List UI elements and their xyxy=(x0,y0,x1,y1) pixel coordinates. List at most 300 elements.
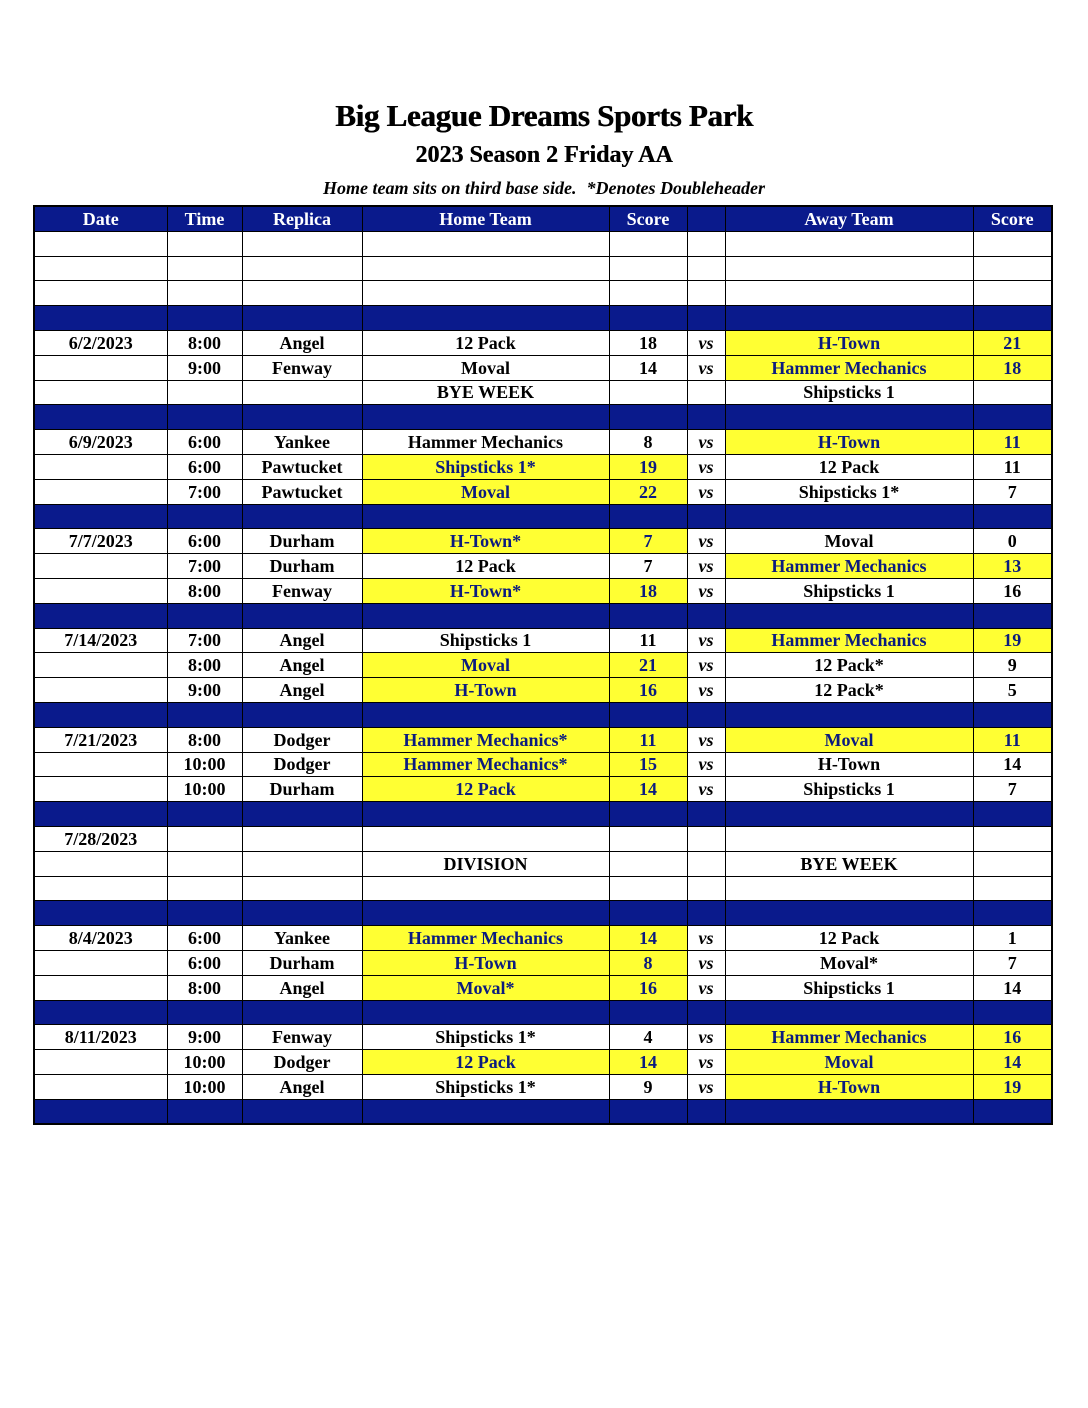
vs-cell xyxy=(687,504,725,529)
replica-cell: Angel xyxy=(242,975,362,1000)
blank-row xyxy=(34,256,1052,281)
vs-cell xyxy=(687,281,725,306)
date-cell xyxy=(34,281,167,306)
home-team-cell xyxy=(362,702,609,727)
home-score-cell xyxy=(609,826,687,851)
blank-row xyxy=(34,876,1052,901)
time-cell: 6:00 xyxy=(167,529,242,554)
away-score-cell: 11 xyxy=(973,727,1052,752)
vs-cell: vs xyxy=(687,479,725,504)
replica-cell xyxy=(242,504,362,529)
col-header-replica: Replica xyxy=(242,206,362,231)
home-score-cell: 11 xyxy=(609,628,687,653)
separator-band-row xyxy=(34,702,1052,727)
game-row xyxy=(34,678,1052,703)
time-cell: 7:00 xyxy=(167,554,242,579)
home-score-cell: 18 xyxy=(609,578,687,603)
date-cell: 6/9/2023 xyxy=(34,430,167,455)
home-team-cell: H-Town xyxy=(362,678,609,703)
home-team-cell: Shipsticks 1* xyxy=(362,1074,609,1099)
home-score-cell xyxy=(609,256,687,281)
col-header-home-team: Home Team xyxy=(362,206,609,231)
time-cell: 9:00 xyxy=(167,678,242,703)
home-score-cell: 16 xyxy=(609,975,687,1000)
replica-cell: Angel xyxy=(242,678,362,703)
away-team-cell xyxy=(725,802,973,827)
date-cell xyxy=(34,578,167,603)
replica-cell: Dodger xyxy=(242,1050,362,1075)
vs-cell: vs xyxy=(687,752,725,777)
away-score-cell: 21 xyxy=(973,330,1052,355)
date-cell xyxy=(34,777,167,802)
home-score-cell: 22 xyxy=(609,479,687,504)
home-team-cell xyxy=(362,306,609,331)
home-team-cell: H-Town* xyxy=(362,578,609,603)
separator-band-row xyxy=(34,603,1052,628)
away-score-cell xyxy=(973,306,1052,331)
time-cell xyxy=(167,826,242,851)
date-cell xyxy=(34,231,167,256)
schedule-note xyxy=(0,178,1088,199)
replica-cell: Pawtucket xyxy=(242,454,362,479)
away-team-cell: Hammer Mechanics xyxy=(725,554,973,579)
time-cell xyxy=(167,405,242,430)
vs-cell: vs xyxy=(687,777,725,802)
vs-cell xyxy=(687,702,725,727)
away-score-cell xyxy=(973,405,1052,430)
replica-cell xyxy=(242,256,362,281)
home-score-cell: 16 xyxy=(609,678,687,703)
replica-cell xyxy=(242,702,362,727)
home-score-cell xyxy=(609,1099,687,1124)
away-score-cell xyxy=(973,380,1052,405)
home-score-cell: 7 xyxy=(609,529,687,554)
home-team-cell: 12 Pack xyxy=(362,554,609,579)
home-team-cell xyxy=(362,1099,609,1124)
away-score-cell xyxy=(973,826,1052,851)
game-row xyxy=(34,851,1052,876)
game-row xyxy=(34,653,1052,678)
time-cell: 6:00 xyxy=(167,454,242,479)
vs-cell xyxy=(687,380,725,405)
replica-cell: Durham xyxy=(242,554,362,579)
time-cell xyxy=(167,306,242,331)
home-team-cell: Moval* xyxy=(362,975,609,1000)
time-cell: 7:00 xyxy=(167,479,242,504)
date-cell: 6/2/2023 xyxy=(34,330,167,355)
home-score-cell xyxy=(609,504,687,529)
away-score-cell: 14 xyxy=(973,975,1052,1000)
away-team-cell: Shipsticks 1 xyxy=(725,578,973,603)
home-team-cell: Moval xyxy=(362,653,609,678)
away-team-cell: Moval xyxy=(725,727,973,752)
away-score-cell xyxy=(973,802,1052,827)
home-score-cell: 4 xyxy=(609,1025,687,1050)
date-cell xyxy=(34,554,167,579)
away-score-cell: 9 xyxy=(973,653,1052,678)
home-team-note: Home team sits on third base side. xyxy=(322,178,577,198)
away-team-cell: H-Town xyxy=(725,1074,973,1099)
game-row xyxy=(34,926,1052,951)
separator-band-row xyxy=(34,1099,1052,1124)
replica-cell: Angel xyxy=(242,1074,362,1099)
time-cell: 10:00 xyxy=(167,1074,242,1099)
away-score-cell: 16 xyxy=(973,578,1052,603)
vs-cell xyxy=(687,876,725,901)
date-cell xyxy=(34,603,167,628)
away-team-cell xyxy=(725,1099,973,1124)
replica-cell xyxy=(242,306,362,331)
game-row xyxy=(34,1050,1052,1075)
replica-cell: Dodger xyxy=(242,727,362,752)
date-cell: 7/7/2023 xyxy=(34,529,167,554)
home-team-cell xyxy=(362,504,609,529)
away-team-cell xyxy=(725,876,973,901)
home-score-cell xyxy=(609,876,687,901)
time-cell xyxy=(167,380,242,405)
vs-cell: vs xyxy=(687,678,725,703)
away-score-cell xyxy=(973,901,1052,926)
home-score-cell xyxy=(609,405,687,430)
away-team-cell: Hammer Mechanics xyxy=(725,1025,973,1050)
date-cell: 7/21/2023 xyxy=(34,727,167,752)
replica-cell xyxy=(242,405,362,430)
separator-band-row xyxy=(34,1000,1052,1025)
date-cell xyxy=(34,975,167,1000)
home-team-cell: DIVISION xyxy=(362,851,609,876)
home-team-cell: Hammer Mechanics* xyxy=(362,752,609,777)
away-team-cell: Shipsticks 1 xyxy=(725,380,973,405)
home-team-cell: H-Town xyxy=(362,950,609,975)
home-score-cell: 8 xyxy=(609,950,687,975)
replica-cell: Fenway xyxy=(242,355,362,380)
vs-cell xyxy=(687,231,725,256)
away-score-cell xyxy=(973,231,1052,256)
replica-cell: Angel xyxy=(242,628,362,653)
vs-cell xyxy=(687,1099,725,1124)
vs-cell xyxy=(687,901,725,926)
home-score-cell: 14 xyxy=(609,355,687,380)
date-cell: 8/11/2023 xyxy=(34,1025,167,1050)
date-cell xyxy=(34,256,167,281)
game-row xyxy=(34,727,1052,752)
home-team-cell xyxy=(362,256,609,281)
time-cell xyxy=(167,851,242,876)
away-score-cell xyxy=(973,1000,1052,1025)
away-score-cell: 16 xyxy=(973,1025,1052,1050)
vs-cell: vs xyxy=(687,554,725,579)
away-score-cell: 5 xyxy=(973,678,1052,703)
home-score-cell: 7 xyxy=(609,554,687,579)
replica-cell xyxy=(242,231,362,256)
replica-cell: Pawtucket xyxy=(242,479,362,504)
home-team-cell xyxy=(362,231,609,256)
vs-cell: vs xyxy=(687,926,725,951)
date-cell xyxy=(34,851,167,876)
replica-cell xyxy=(242,876,362,901)
home-score-cell: 14 xyxy=(609,926,687,951)
game-row xyxy=(34,578,1052,603)
home-team-cell xyxy=(362,826,609,851)
home-score-cell: 14 xyxy=(609,1050,687,1075)
home-team-cell: BYE WEEK xyxy=(362,380,609,405)
replica-cell xyxy=(242,603,362,628)
away-score-cell xyxy=(973,702,1052,727)
replica-cell: Durham xyxy=(242,529,362,554)
date-cell: 7/28/2023 xyxy=(34,826,167,851)
away-team-cell: BYE WEEK xyxy=(725,851,973,876)
home-team-cell: 12 Pack xyxy=(362,330,609,355)
away-score-cell: 19 xyxy=(973,1074,1052,1099)
game-row xyxy=(34,554,1052,579)
home-team-cell: 12 Pack xyxy=(362,1050,609,1075)
vs-cell xyxy=(687,851,725,876)
time-cell xyxy=(167,256,242,281)
home-team-cell: Hammer Mechanics* xyxy=(362,727,609,752)
away-team-cell: H-Town xyxy=(725,330,973,355)
game-row xyxy=(34,479,1052,504)
away-team-cell xyxy=(725,901,973,926)
away-team-cell xyxy=(725,826,973,851)
home-team-cell: Hammer Mechanics xyxy=(362,430,609,455)
time-cell: 10:00 xyxy=(167,1050,242,1075)
date-cell xyxy=(34,950,167,975)
game-row xyxy=(34,1074,1052,1099)
time-cell: 10:00 xyxy=(167,777,242,802)
away-team-cell: 12 Pack xyxy=(725,926,973,951)
away-team-cell xyxy=(725,702,973,727)
time-cell xyxy=(167,231,242,256)
home-score-cell: 8 xyxy=(609,430,687,455)
home-team-cell xyxy=(362,1000,609,1025)
home-score-cell xyxy=(609,802,687,827)
away-score-cell: 7 xyxy=(973,479,1052,504)
replica-cell xyxy=(242,281,362,306)
replica-cell xyxy=(242,851,362,876)
away-score-cell: 11 xyxy=(973,430,1052,455)
date-cell xyxy=(34,1050,167,1075)
away-team-cell: Shipsticks 1* xyxy=(725,479,973,504)
home-team-cell: Shipsticks 1* xyxy=(362,1025,609,1050)
home-score-cell xyxy=(609,851,687,876)
time-cell: 8:00 xyxy=(167,578,242,603)
away-score-cell: 19 xyxy=(973,628,1052,653)
separator-band-row xyxy=(34,504,1052,529)
date-cell xyxy=(34,876,167,901)
date-cell xyxy=(34,802,167,827)
vs-cell: vs xyxy=(687,1025,725,1050)
col-header-date: Date xyxy=(34,206,167,231)
time-cell xyxy=(167,1099,242,1124)
away-team-cell: Moval xyxy=(725,1050,973,1075)
home-score-cell xyxy=(609,603,687,628)
away-team-cell: 12 Pack* xyxy=(725,678,973,703)
home-team-cell xyxy=(362,405,609,430)
vs-cell xyxy=(687,826,725,851)
time-cell xyxy=(167,603,242,628)
replica-cell xyxy=(242,901,362,926)
home-team-cell: 12 Pack xyxy=(362,777,609,802)
date-cell xyxy=(34,1099,167,1124)
replica-cell: Angel xyxy=(242,330,362,355)
date-cell xyxy=(34,678,167,703)
away-team-cell xyxy=(725,1000,973,1025)
game-row xyxy=(34,777,1052,802)
away-score-cell xyxy=(973,876,1052,901)
col-header-vs xyxy=(687,206,725,231)
home-score-cell: 11 xyxy=(609,727,687,752)
vs-cell xyxy=(687,802,725,827)
time-cell xyxy=(167,702,242,727)
time-cell: 8:00 xyxy=(167,975,242,1000)
date-cell xyxy=(34,653,167,678)
date-cell: 7/14/2023 xyxy=(34,628,167,653)
away-team-cell: H-Town xyxy=(725,752,973,777)
vs-cell xyxy=(687,256,725,281)
away-team-cell: Moval xyxy=(725,529,973,554)
away-team-cell: Shipsticks 1 xyxy=(725,777,973,802)
replica-cell xyxy=(242,802,362,827)
vs-cell: vs xyxy=(687,578,725,603)
schedule-body xyxy=(34,231,1052,1124)
away-team-cell xyxy=(725,405,973,430)
home-team-cell xyxy=(362,603,609,628)
replica-cell: Yankee xyxy=(242,926,362,951)
time-cell: 8:00 xyxy=(167,330,242,355)
home-score-cell: 9 xyxy=(609,1074,687,1099)
away-team-cell: Shipsticks 1 xyxy=(725,975,973,1000)
home-team-cell: Shipsticks 1* xyxy=(362,454,609,479)
col-header-home-score: Score xyxy=(609,206,687,231)
date-cell xyxy=(34,504,167,529)
away-score-cell xyxy=(973,851,1052,876)
col-header-time: Time xyxy=(167,206,242,231)
vs-cell: vs xyxy=(687,628,725,653)
home-team-cell xyxy=(362,876,609,901)
doubleheader-note: *Denotes Doubleheader xyxy=(586,178,765,198)
home-team-cell xyxy=(362,281,609,306)
replica-cell xyxy=(242,826,362,851)
blank-row xyxy=(34,231,1052,256)
date-cell xyxy=(34,702,167,727)
away-team-cell xyxy=(725,306,973,331)
home-score-cell: 15 xyxy=(609,752,687,777)
time-cell: 6:00 xyxy=(167,430,242,455)
time-cell xyxy=(167,876,242,901)
game-row xyxy=(34,330,1052,355)
away-team-cell: Hammer Mechanics xyxy=(725,628,973,653)
replica-cell xyxy=(242,1000,362,1025)
replica-cell: Angel xyxy=(242,653,362,678)
time-cell: 6:00 xyxy=(167,950,242,975)
date-cell xyxy=(34,1000,167,1025)
home-score-cell: 14 xyxy=(609,777,687,802)
time-cell: 9:00 xyxy=(167,355,242,380)
replica-cell xyxy=(242,1099,362,1124)
time-cell xyxy=(167,281,242,306)
replica-cell: Fenway xyxy=(242,1025,362,1050)
away-score-cell: 1 xyxy=(973,926,1052,951)
date-cell xyxy=(34,380,167,405)
away-team-cell xyxy=(725,231,973,256)
away-team-cell: Moval* xyxy=(725,950,973,975)
home-score-cell xyxy=(609,702,687,727)
home-team-cell: Moval xyxy=(362,355,609,380)
time-cell: 8:00 xyxy=(167,653,242,678)
vs-cell: vs xyxy=(687,529,725,554)
away-score-cell: 14 xyxy=(973,752,1052,777)
away-team-cell: 12 Pack xyxy=(725,454,973,479)
vs-cell: vs xyxy=(687,355,725,380)
time-cell: 9:00 xyxy=(167,1025,242,1050)
date-cell: 8/4/2023 xyxy=(34,926,167,951)
away-score-cell: 7 xyxy=(973,777,1052,802)
away-team-cell xyxy=(725,256,973,281)
vs-cell xyxy=(687,405,725,430)
away-score-cell xyxy=(973,1099,1052,1124)
away-team-cell xyxy=(725,281,973,306)
vs-cell: vs xyxy=(687,1050,725,1075)
vs-cell: vs xyxy=(687,330,725,355)
separator-band-row xyxy=(34,802,1052,827)
blank-row xyxy=(34,281,1052,306)
away-score-cell xyxy=(973,281,1052,306)
vs-cell: vs xyxy=(687,975,725,1000)
date-cell xyxy=(34,479,167,504)
time-cell: 6:00 xyxy=(167,926,242,951)
home-team-cell xyxy=(362,802,609,827)
time-cell xyxy=(167,504,242,529)
home-score-cell: 19 xyxy=(609,454,687,479)
time-cell xyxy=(167,802,242,827)
date-cell xyxy=(34,1074,167,1099)
vs-cell xyxy=(687,603,725,628)
away-score-cell: 14 xyxy=(973,1050,1052,1075)
game-row xyxy=(34,752,1052,777)
home-team-cell: Moval xyxy=(362,479,609,504)
vs-cell: vs xyxy=(687,454,725,479)
away-score-cell: 11 xyxy=(973,454,1052,479)
game-row xyxy=(34,529,1052,554)
away-score-cell: 18 xyxy=(973,355,1052,380)
vs-cell: vs xyxy=(687,430,725,455)
home-score-cell xyxy=(609,231,687,256)
vs-cell: vs xyxy=(687,1074,725,1099)
date-cell xyxy=(34,306,167,331)
page-subtitle: 2023 Season 2 Friday AA xyxy=(415,142,673,168)
date-cell xyxy=(34,405,167,430)
away-score-cell: 13 xyxy=(973,554,1052,579)
time-cell xyxy=(167,901,242,926)
game-row xyxy=(34,950,1052,975)
separator-band-row xyxy=(34,901,1052,926)
away-score-cell xyxy=(973,256,1052,281)
time-cell: 7:00 xyxy=(167,628,242,653)
game-row xyxy=(34,1025,1052,1050)
home-score-cell xyxy=(609,380,687,405)
home-score-cell xyxy=(609,306,687,331)
replica-cell: Durham xyxy=(242,777,362,802)
date-cell xyxy=(34,355,167,380)
game-row xyxy=(34,628,1052,653)
home-team-cell: Hammer Mechanics xyxy=(362,926,609,951)
date-cell xyxy=(34,454,167,479)
away-team-cell xyxy=(725,504,973,529)
vs-cell xyxy=(687,306,725,331)
page-title: Big League Dreams Sports Park xyxy=(335,98,753,133)
away-team-cell: Hammer Mechanics xyxy=(725,355,973,380)
replica-cell: Dodger xyxy=(242,752,362,777)
